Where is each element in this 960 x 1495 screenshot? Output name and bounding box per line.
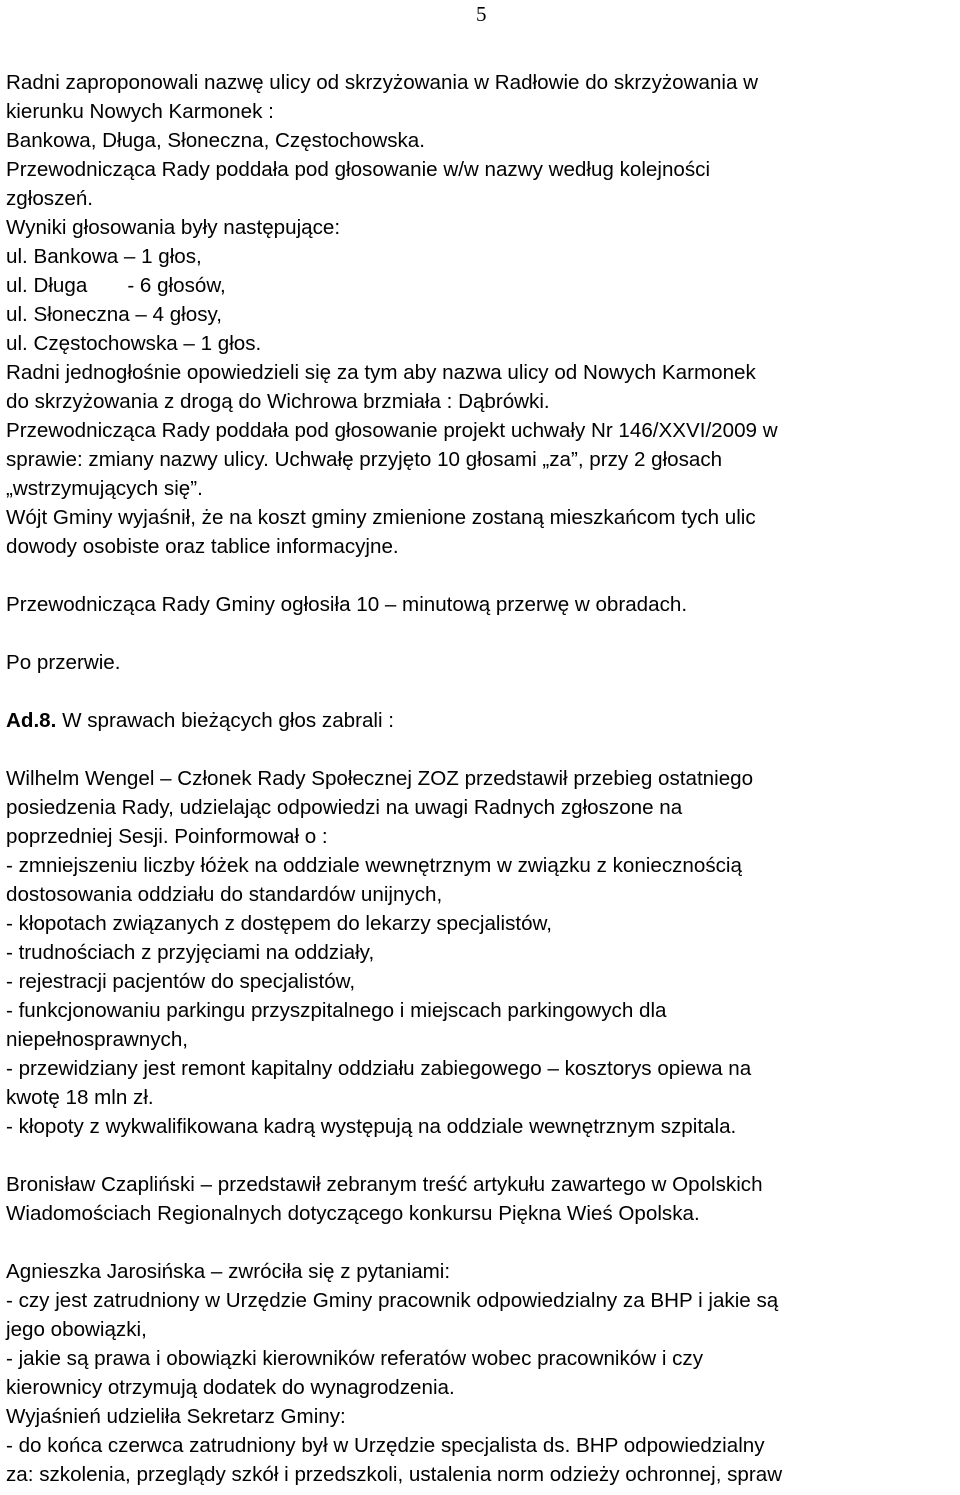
text-line: Bankowa, Długa, Słoneczna, Częstochowska. [6,129,425,152]
list-item: - do końca czerwca zatrudniony był w Urzędzie specjalista ds. BHP odpowiedzialny [6,1434,765,1457]
blank-line [6,1141,956,1170]
page-number: 5 [476,2,487,26]
text-line: kierunku Nowych Karmonek : [6,100,274,123]
agenda-item-text: W sprawach bieżących głos zabrali : [56,709,395,732]
list-item: - funkcjonowaniu parkingu przyszpitalnego i miejscach parkingowych dla [6,999,667,1022]
agenda-item-heading [6,706,956,735]
text-line: kwotę 18 mln zł. [6,1086,154,1109]
text-line: posiedzenia Rady, udzielając odpowiedzi na uwagi Radnych zgłoszone na [6,796,683,819]
text-line: dostosowania oddziału do standardów unijnych, [6,883,443,906]
list-item: - kłopotach związanych z dostępem do lekarzy specjalistów, [6,912,552,935]
list-item: - zmniejszeniu liczby łóżek na oddziale wewnętrznym w związku z koniecznością [6,854,742,877]
text-line: Agnieszka Jarosińska – zwróciła się z pytaniami: [6,1260,451,1283]
text-line: do skrzyżowania z drogą do Wichrowa brzmiała : Dąbrówki. [6,390,550,413]
blank-line [6,677,956,706]
text-line: Radni zaproponowali nazwę ulicy od skrzyżowania w Radłowie do skrzyżowania w [6,71,759,94]
text-line: Wiadomościach Regionalnych dotyczącego konkursu Piękna Wieś Opolska. [6,1202,700,1225]
list-item: - jakie są prawa i obowiązki kierowników referatów wobec pracowników i czy [6,1347,704,1370]
text-line: niepełnosprawnych, [6,1028,189,1051]
blank-line [6,1228,956,1257]
list-item: - rejestracji pacjentów do specjalistów, [6,970,356,993]
text-line: Wilhelm Wengel – Członek Rady Społecznej ZOZ przedstawił przebieg ostatniego [6,767,754,790]
text-line: poprzedniej Sesji. Poinformował o : [6,825,328,848]
vote-result: ul. Częstochowska – 1 głos. [6,332,262,355]
list-item: - czy jest zatrudniony w Urzędzie Gminy pracownik odpowiedzialny za BHP i jakie są [6,1289,779,1312]
list-item: - trudnościach z przyjęciami na oddziały, [6,941,375,964]
text-line: jego obowiązki, [6,1318,147,1341]
text-line: Przewodnicząca Rady poddała pod głosowanie projekt uchwały Nr 146/XXVI/2009 w [6,419,778,442]
vote-result: ul. Słoneczna – 4 głosy, [6,303,222,326]
text-line: Przewodnicząca Rady Gminy ogłosiła 10 – minutową przerwę w obradach. [6,593,688,616]
agenda-item-label: Ad.8. [6,709,57,732]
list-item: - przewidziany jest remont kapitalny oddziału zabiegowego – kosztorys opiewa na [6,1057,752,1080]
text-line: Wyjaśnień udzieliła Sekretarz Gminy: [6,1405,346,1428]
vote-result: ul. Długa - 6 głosów, [6,274,226,297]
text-line: Wyniki głosowania były następujące: [6,216,341,239]
text-line: Radni jednogłośnie opowiedzieli się za tym aby nazwa ulicy od Nowych Karmonek [6,361,756,384]
vote-result: ul. Bankowa – 1 głos, [6,245,202,268]
text-line: Po przerwie. [6,651,121,674]
text-line: „wstrzymujących się”. [6,477,203,500]
text-line: Bronisław Czapliński – przedstawił zebranym treść artykułu zawartego w Opolskich [6,1173,763,1196]
blank-line [6,561,956,590]
text-line: zgłoszeń. [6,187,94,210]
document-body [6,68,956,1489]
text-line: dowody osobiste oraz tablice informacyjne. [6,535,399,558]
blank-line [6,735,956,764]
list-item: - kłopoty z wykwalifikowana kadrą występują na oddziale wewnętrznym szpitala. [6,1115,737,1138]
text-line: kierownicy otrzymują dodatek do wynagrodzenia. [6,1376,455,1399]
text-line: sprawie: zmiany nazwy ulicy. Uchwałę przyjęto 10 głosami „za”, przy 2 głosach [6,448,723,471]
text-line: Przewodnicząca Rady poddała pod głosowanie w/w nazwy według kolejności [6,158,711,181]
blank-line [6,619,956,648]
text-line: za: szkolenia, przeglądy szkół i przedszkoli, ustalenia norm odzieży ochronnej, spraw [6,1463,783,1486]
text-line: Wójt Gminy wyjaśnił, że na koszt gminy zmienione zostaną mieszkańcom tych ulic [6,506,756,529]
